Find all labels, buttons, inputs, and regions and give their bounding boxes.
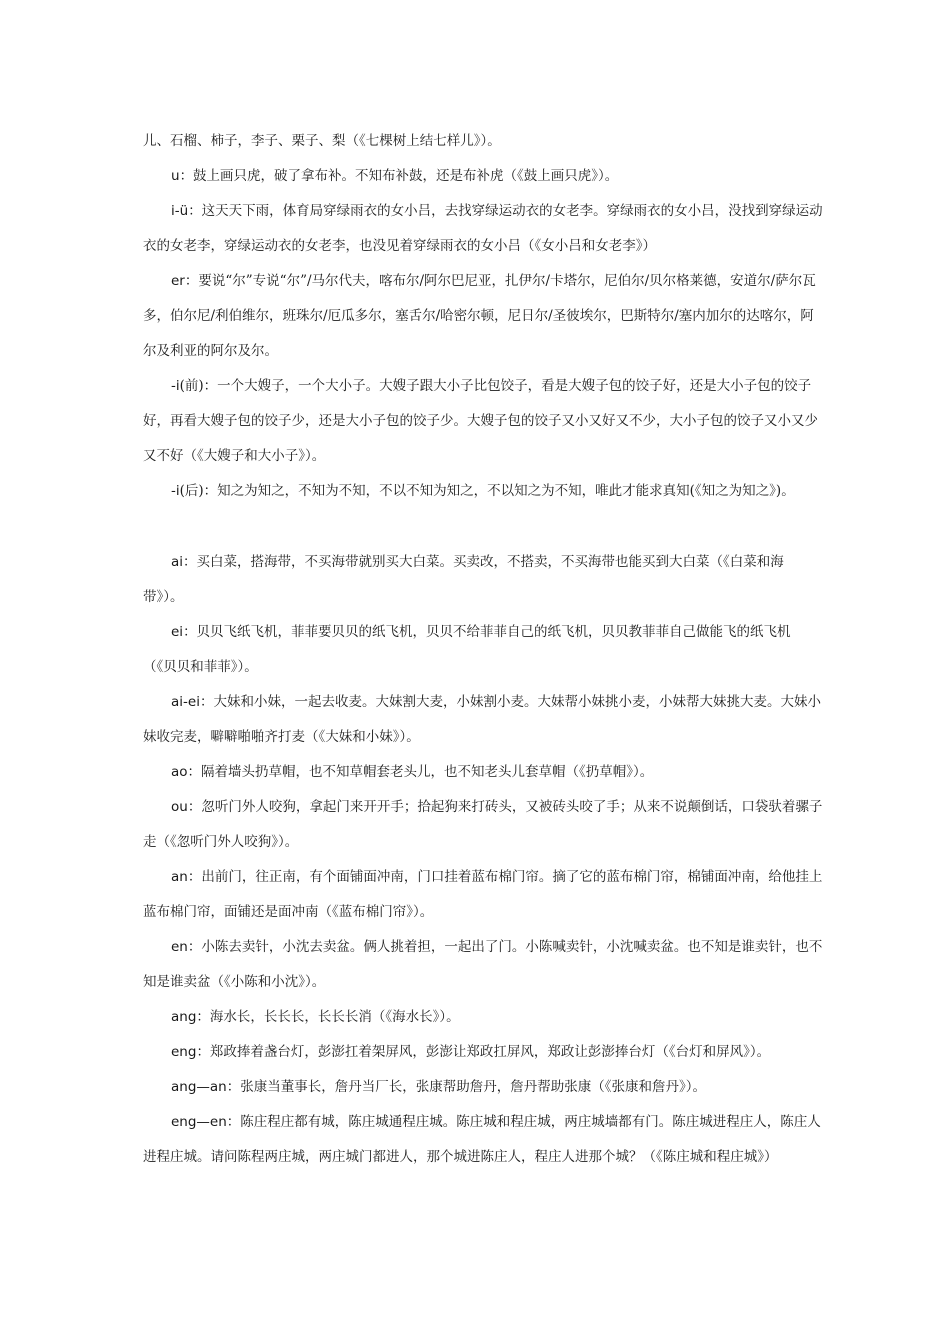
paragraph-er: [143, 264, 823, 369]
pinyin-label: ai: [171, 554, 184, 570]
text-column: [143, 124, 823, 1175]
paragraph-ang: [143, 1000, 823, 1035]
paragraph-ai: [143, 545, 823, 615]
paragraph-text: (后)：知之为知之，不知为不知，不以不知为知之，不以知之为不知，唯此才能求真知(《知之为知之》)。: [179, 483, 795, 499]
paragraph-text: ：出前门，往正南，有个面铺面冲南，门口挂着蓝布棉门帘。摘了它的蓝布棉门帘，棉铺面冲南，给他挂上蓝布棉门帘，面铺还是面冲南（《蓝布棉门帘》）。: [143, 869, 823, 920]
pinyin-label: i-ü: [171, 203, 189, 219]
paragraph-text: ：忽听门外人咬狗，拿起门来开开手；拾起狗来打砖头，又被砖头咬了手；从来不说颠倒话，口袋驮着骡子走（《忽听门外人咬狗》）。: [143, 799, 823, 850]
paragraph-ou: [143, 790, 823, 860]
paragraph-ai-ei: [143, 685, 823, 755]
paragraph-text: ：这天天下雨，体育局穿绿雨衣的女小吕，去找穿绿运动衣的女老李。穿绿雨衣的女小吕，没找到穿绿运动衣的女老李，穿绿运动衣的女老李，也没见着穿绿雨衣的女小吕（《女小吕和女老李》）: [143, 203, 823, 254]
paragraph-en: [143, 930, 823, 1000]
paragraph-text: ：隔着墙头扔草帽，也不知草帽套老头儿，也不知老头儿套草帽（《扔草帽》）。: [187, 764, 654, 780]
paragraph-1: [143, 124, 823, 159]
pinyin-label: ou: [171, 799, 188, 815]
paragraph-an: [143, 860, 823, 930]
paragraph-i-front: [143, 369, 823, 474]
paragraph-text: ：小陈去卖针，小沈去卖盆。俩人挑着担，一起出了门。小陈喊卖针，小沈喊卖盆。也不知是谁卖针，也不知是谁卖盆（《小陈和小沈》）。: [143, 939, 823, 990]
paragraph-text: ：贝贝飞纸飞机，菲菲要贝贝的纸飞机，贝贝不给菲菲自己的纸飞机，贝贝教菲菲自己做能飞的纸飞机（《贝贝和菲菲》）。: [143, 624, 791, 675]
pinyin-label: -i: [171, 483, 180, 499]
paragraph-text: ：要说“尔”专说“尔”/马尔代夫，喀布尔/阿尔巴尼亚，扎伊尔/卡塔尔，尼伯尔/贝尔格莱德，安道尔/萨尔瓦多，伯尔尼/利伯维尔，班珠尔/厄瓜多尔，塞舌尔/哈密尔顿，尼日尔/圣彼埃尔，巴斯特尔/塞内加尔的达喀尔，阿尔及利亚的阿尔及尔。: [143, 273, 816, 359]
paragraph-i-u: [143, 194, 823, 264]
pinyin-label: ai-ei: [171, 694, 200, 710]
pinyin-label: en: [171, 939, 188, 955]
paragraph-ei: [143, 615, 823, 685]
paragraph-text: ：鼓上画只虎，破了拿布补。不知布补鼓，还是布补虎（《鼓上画只虎》）。: [179, 168, 619, 184]
paragraph-i-back: [143, 474, 823, 509]
pinyin-label: -i: [171, 378, 180, 394]
paragraph-text: ：郑政捧着盏台灯，彭澎扛着架屏风，彭澎让郑政扛屏风，郑政让彭澎捧台灯（《台灯和屏风》）。: [196, 1044, 771, 1060]
paragraph-text: ：陈庄程庄都有城，陈庄城通程庄城。陈庄城和程庄城，两庄城墙都有门。陈庄城进程庄人，陈庄人进程庄城。请问陈程两庄城，两庄城门都进人，那个城进陈庄人，程庄人进那个城？（《陈庄城和程庄城》）: [143, 1114, 821, 1165]
paragraph-text: 儿、石榴、柿子，李子、栗子、梨（《七棵树上结七样儿》）。: [143, 133, 501, 149]
paragraph-ao: [143, 755, 823, 790]
paragraph-text: ：海水长，长长长，长长长消（《海水长》）。: [196, 1009, 460, 1025]
pinyin-label: er: [171, 273, 185, 289]
paragraph-text: ：大妹和小妹，一起去收麦。大妹割大麦，小妹割小麦。大妹帮小妹挑小麦，小妹帮大妹挑大麦。大妹小妹收完麦，噼噼啪啪齐打麦（《大妹和小妹》）。: [143, 694, 821, 745]
pinyin-label: ang—an: [171, 1079, 227, 1095]
pinyin-label: ao: [171, 764, 188, 780]
pinyin-label: u: [171, 168, 180, 184]
paragraph-eng: [143, 1035, 823, 1070]
pinyin-label: eng: [171, 1044, 197, 1060]
pinyin-label: ei: [171, 624, 184, 640]
paragraph-u: [143, 159, 823, 194]
paragraph-eng-en: [143, 1105, 823, 1175]
paragraph-text: ：张康当董事长，詹丹当厂长，张康帮助詹丹，詹丹帮助张康（《张康和詹丹》）。: [226, 1079, 706, 1095]
pinyin-label: ang: [171, 1009, 197, 1025]
paragraph-text: ：买白菜，搭海带，不买海带就别买大白菜。买卖改，不搭卖，不买海带也能买到大白菜（《白菜和海带》）。: [143, 554, 784, 605]
section-gap: [143, 509, 823, 545]
paragraph-text: (前)：一个大嫂子，一个大小子。大嫂子跟大小子比包饺子，看是大嫂子包的饺子好，还是大小子包的饺子好，再看大嫂子包的饺子少，还是大小子包的饺子少。大嫂子包的饺子又小又好又不少，大小子包的饺子又小又少又不好（《大嫂子和大小子》）。: [143, 378, 818, 464]
pinyin-label: an: [171, 869, 188, 885]
paragraph-ang-an: [143, 1070, 823, 1105]
pinyin-label: eng—en: [171, 1114, 227, 1130]
